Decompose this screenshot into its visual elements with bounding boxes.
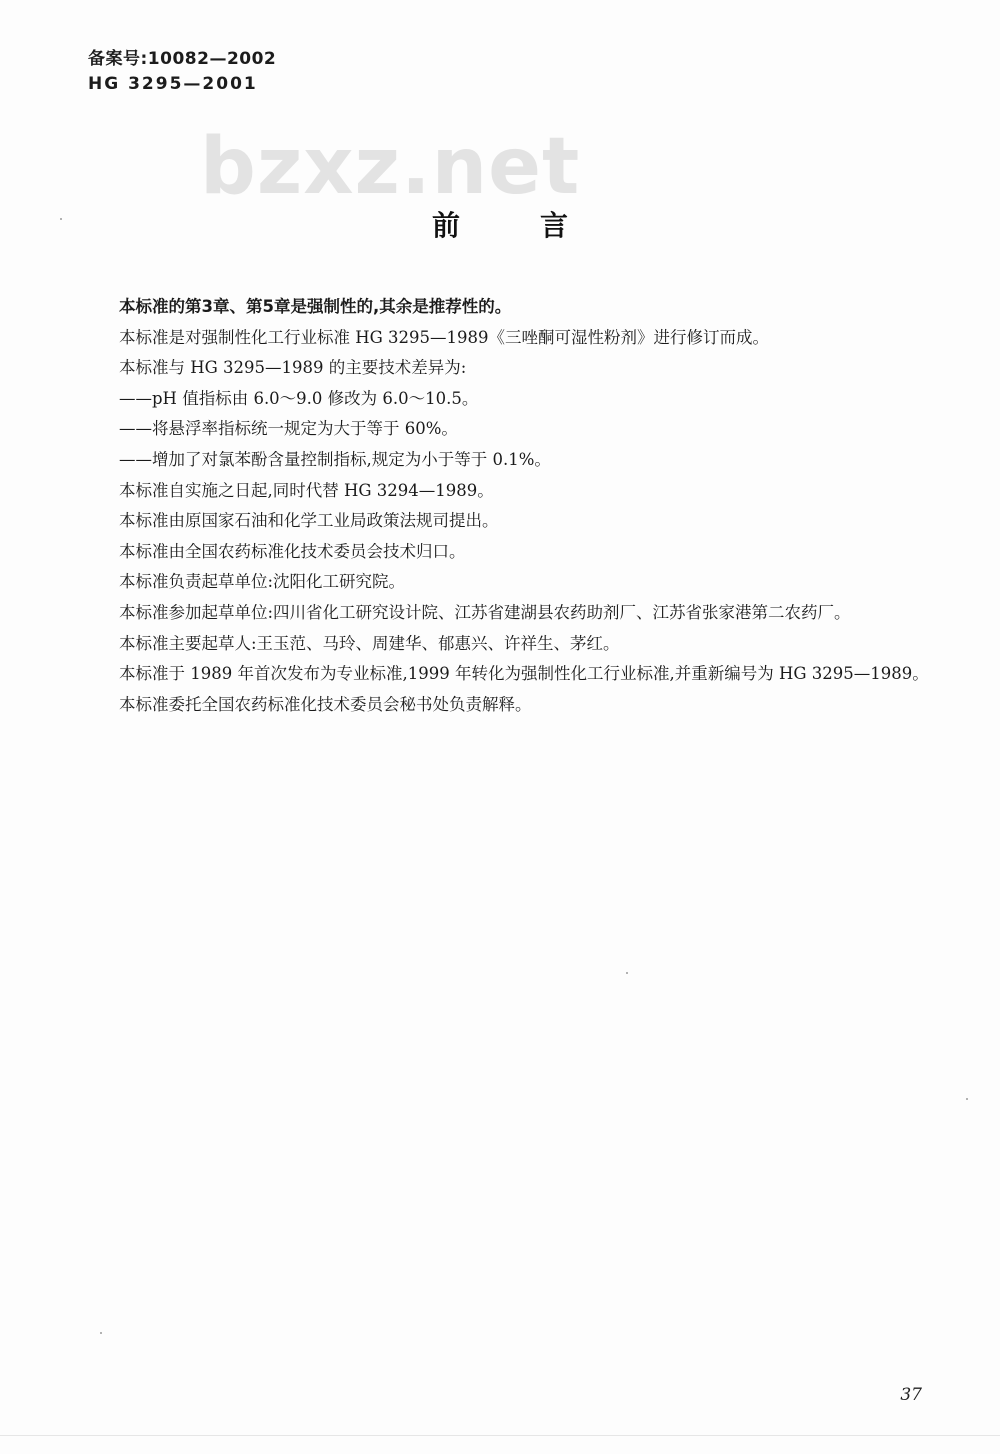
scan-speck [626,972,628,974]
paragraph: 本标准是对强制性化工行业标准 HG 3295—1989《三唑酮可湿性粉剂》进行修订而成。 [119,327,770,347]
paragraph: 本标准由原国家石油和化学工业局政策法规司提出。 [119,511,499,531]
paragraph: 本标准与 HG 3295—1989 的主要技术差异为: [119,358,467,378]
paragraph: 本标准于 1989 年首次发布为专业标准,1999 年转化为强制性化工行业标准,并重新编号为 HG 3295—1989。 [119,664,929,684]
paragraph: 本标准委托全国农药标准化技术委员会秘书处负责解释。 [119,694,532,714]
scan-speck [60,218,62,220]
difference-item: ——pH 值指标由 6.0～9.0 修改为 6.0～10.5。 [119,388,479,408]
paragraph: 本标准负责起草单位:沈阳化工研究院。 [119,572,406,592]
paragraph: 本标准的第3章、第5章是强制性的,其余是推荐性的。 [119,297,512,316]
difference-item: ——将悬浮率指标统一规定为大于等于 60%。 [119,419,458,439]
paragraph: 本标准主要起草人:王玉范、马玲、周建华、郁惠兴、许祥生、茅红。 [119,633,620,653]
preface-body [86,292,942,720]
filing-number: 备案号:10082—2002 [88,49,277,69]
paragraph: 本标准参加起草单位:四川省化工研究设计院、江苏省建湖县农药助剂厂、江苏省张家港第二农药厂。 [119,602,851,622]
paragraph: 本标准由全国农药标准化技术委员会技术归口。 [119,541,466,561]
scan-speck [100,1332,102,1334]
paragraph: 本标准自实施之日起,同时代替 HG 3294—1989。 [119,480,494,500]
watermark: bzxz.net [200,122,581,212]
difference-item: ——增加了对氯苯酚含量控制指标,规定为小于等于 0.1%。 [119,449,551,469]
standard-number: HG 3295—2001 [88,74,258,94]
page-number: 37 [900,1385,922,1405]
page-title: 前言 [431,209,648,242]
scan-speck [966,1098,968,1100]
page-bottom-edge [0,1435,1000,1436]
